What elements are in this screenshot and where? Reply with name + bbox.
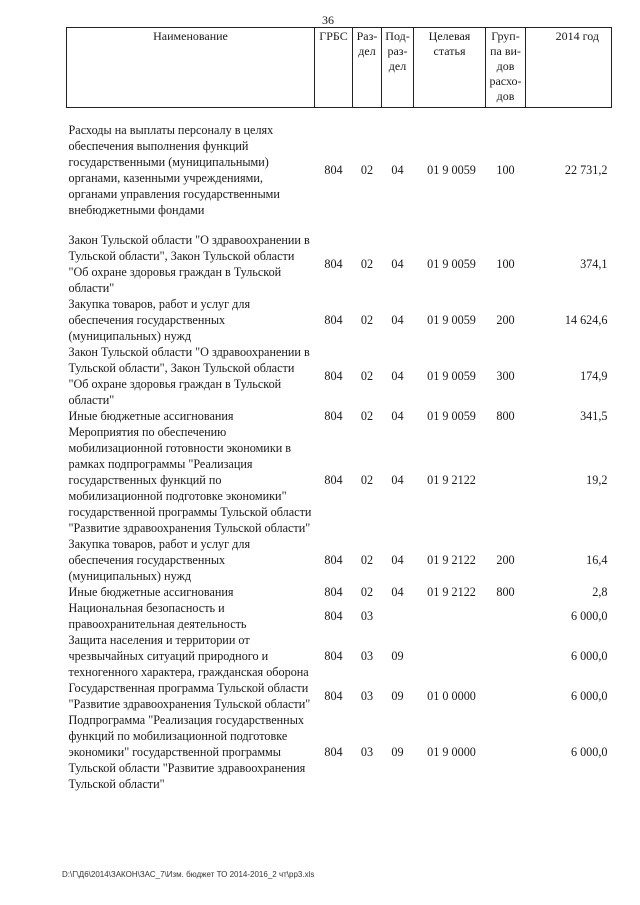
- cell-amount: 374,1: [580, 257, 608, 271]
- table-body: [67, 108, 612, 793]
- cell-celevaya: 01 0 0000: [427, 689, 476, 703]
- cell-gruppa: [486, 712, 526, 792]
- cell-grbs: 804: [324, 473, 343, 487]
- cell-amount: 16,4: [586, 553, 608, 567]
- cell-gruppa: 200: [496, 313, 515, 327]
- cell-name: Защита населения и территории от чрезвычайных ситуаций природного и техногенного характера, гражданская оборона: [68, 633, 309, 679]
- cell-podrazdel: 04: [391, 369, 404, 383]
- cell-amount: 2,8: [592, 585, 608, 599]
- cell-name: Государственная программа Тульской области "Развитие здравоохранения Тульской области": [68, 681, 311, 711]
- cell-celevaya: 01 9 0059: [427, 409, 476, 423]
- cell-gruppa: 800: [496, 409, 515, 423]
- header-name-label: Наименование: [153, 29, 228, 43]
- cell-amount: 174,9: [580, 369, 608, 383]
- cell-gruppa: 800: [496, 585, 515, 599]
- cell-celevaya: 01 9 2122: [427, 553, 476, 567]
- cell-name: Расходы на выплаты персоналу в целях обеспечения выполнения функций государственными (муниципальными) органами, казенными учреждениями, органами управления государственными внебюджетными фондами: [68, 123, 280, 217]
- cell-name: Национальная безопасность и правоохранительная деятельность: [68, 601, 247, 631]
- table-header-row: [67, 28, 612, 108]
- cell-gruppa: [486, 424, 526, 536]
- table-row: [67, 232, 612, 296]
- cell-amount: 6 000,0: [570, 745, 608, 759]
- cell-celevaya: 01 9 0000: [427, 745, 476, 759]
- header-grbs-label: ГРБС: [319, 29, 348, 43]
- header-razdel-label: Раз- дел: [356, 29, 378, 58]
- cell-celevaya: 01 9 0059: [427, 257, 476, 271]
- table-spacer-row: [67, 218, 612, 232]
- table-row: [67, 600, 612, 632]
- table-row: [67, 632, 612, 680]
- cell-grbs: 804: [324, 369, 343, 383]
- cell-podrazdel: 04: [391, 409, 404, 423]
- cell-grbs: 804: [324, 257, 343, 271]
- cell-razdel: 02: [360, 313, 374, 327]
- cell-gruppa: [486, 680, 526, 712]
- table-row: [67, 424, 612, 536]
- cell-celevaya: [414, 632, 486, 680]
- cell-razdel: 02: [360, 369, 374, 383]
- table-row: [67, 584, 612, 600]
- cell-gruppa: [486, 600, 526, 632]
- cell-podrazdel: [382, 600, 414, 632]
- header-grbs: [315, 28, 353, 108]
- cell-name: Закон Тульской области "О здравоохранении в Тульской области", Закон Тульской области "Об охране здоровья граждан в Тульской области": [68, 345, 310, 407]
- cell-grbs: 804: [324, 689, 343, 703]
- cell-podrazdel: 09: [391, 745, 404, 759]
- spacer-cell: [67, 218, 612, 232]
- cell-razdel: 03: [360, 745, 374, 759]
- cell-name: Закупка товаров, работ и услуг для обеспечения государственных (муниципальных) нужд: [68, 297, 251, 343]
- cell-celevaya: 01 9 0059: [427, 313, 476, 327]
- cell-podrazdel: 04: [391, 313, 404, 327]
- table-row: [67, 712, 612, 792]
- cell-name: Подпрограмма "Реализация государственных функций по мобилизационной подготовке экономики" государственной программы Тульской области "Развитие здравоохранения Тульской области": [68, 713, 306, 791]
- cell-gruppa: 100: [496, 163, 515, 177]
- cell-name: Мероприятия по обеспечению мобилизационной готовности экономики в рамках подпрограммы "Реализация государственных функций по мобилизационной подготовке экономики" государственной программы Тульской области "Развитие здравоохранения Тульской области": [68, 425, 312, 535]
- cell-gruppa: 100: [496, 257, 515, 271]
- cell-razdel: 03: [360, 649, 374, 663]
- cell-razdel: 02: [360, 473, 374, 487]
- cell-amount: 14 624,6: [564, 313, 608, 327]
- cell-amount: 6 000,0: [570, 609, 608, 623]
- cell-amount: 6 000,0: [570, 649, 608, 663]
- cell-razdel: 02: [360, 553, 374, 567]
- spacer-cell: [67, 108, 612, 123]
- footer-file-path: D:\Г\Д6\2014\ЗАКОН\ЗАС_7\Изм. бюджет ТО 2014-2016_2 чт\рр3.xls: [62, 870, 315, 879]
- table-spacer-row: [67, 108, 612, 123]
- table-row: [67, 408, 612, 424]
- cell-amount: 6 000,0: [570, 689, 608, 703]
- cell-grbs: 804: [324, 585, 343, 599]
- page-number: 36: [322, 13, 334, 27]
- table-row: [67, 122, 612, 218]
- cell-podrazdel: 04: [391, 473, 404, 487]
- cell-gruppa: 200: [496, 553, 515, 567]
- cell-name: Иные бюджетные ассигнования: [68, 585, 234, 599]
- cell-razdel: 03: [360, 689, 374, 703]
- cell-grbs: 804: [324, 409, 343, 423]
- cell-podrazdel: 09: [391, 649, 404, 663]
- cell-grbs: 804: [324, 649, 343, 663]
- header-celevaya-label: Целевая статья: [428, 29, 471, 58]
- budget-table: [66, 27, 612, 792]
- header-year: [526, 28, 612, 108]
- cell-celevaya: 01 9 0059: [427, 163, 476, 177]
- cell-name: Закон Тульской области "О здравоохранении в Тульской области", Закон Тульской области "Об охране здоровья граждан в Тульской области": [68, 233, 310, 295]
- cell-razdel: 02: [360, 409, 374, 423]
- cell-grbs: 804: [324, 313, 343, 327]
- cell-grbs: 804: [324, 163, 343, 177]
- cell-gruppa: 300: [496, 369, 515, 383]
- header-razdel: [353, 28, 382, 108]
- cell-razdel: 02: [360, 163, 374, 177]
- budget-table-sheet: [66, 27, 611, 792]
- cell-celevaya: 01 9 0059: [427, 369, 476, 383]
- cell-podrazdel: 09: [391, 689, 404, 703]
- cell-celevaya: [414, 600, 486, 632]
- cell-amount: 341,5: [580, 409, 608, 423]
- cell-amount: 22 731,2: [564, 163, 608, 177]
- header-gruppa: [486, 28, 526, 108]
- cell-podrazdel: 04: [391, 585, 404, 599]
- cell-celevaya: 01 9 2122: [427, 585, 476, 599]
- table-row: [67, 344, 612, 408]
- cell-grbs: 804: [324, 745, 343, 759]
- cell-celevaya: 01 9 2122: [427, 473, 476, 487]
- cell-name: Закупка товаров, работ и услуг для обеспечения государственных (муниципальных) нужд: [68, 537, 251, 583]
- cell-razdel: 03: [360, 609, 374, 623]
- cell-grbs: 804: [324, 609, 343, 623]
- cell-podrazdel: 04: [391, 257, 404, 271]
- cell-amount: 19,2: [586, 473, 608, 487]
- header-celevaya: [414, 28, 486, 108]
- cell-razdel: 02: [360, 257, 374, 271]
- cell-podrazdel: 04: [391, 163, 404, 177]
- table-row: [67, 296, 612, 344]
- cell-grbs: 804: [324, 553, 343, 567]
- header-podrazdel-label: Под- раз- дел: [385, 29, 410, 73]
- table-row: [67, 536, 612, 584]
- cell-name: Иные бюджетные ассигнования: [68, 409, 234, 423]
- header-podrazdel: [382, 28, 414, 108]
- header-year-label: 2014 год: [555, 29, 599, 43]
- table-row: [67, 680, 612, 712]
- header-gruppa-label: Груп- па ви- дов расхо- дов: [489, 29, 522, 103]
- cell-razdel: 02: [360, 585, 374, 599]
- header-name: [67, 28, 315, 108]
- cell-gruppa: [486, 632, 526, 680]
- cell-podrazdel: 04: [391, 553, 404, 567]
